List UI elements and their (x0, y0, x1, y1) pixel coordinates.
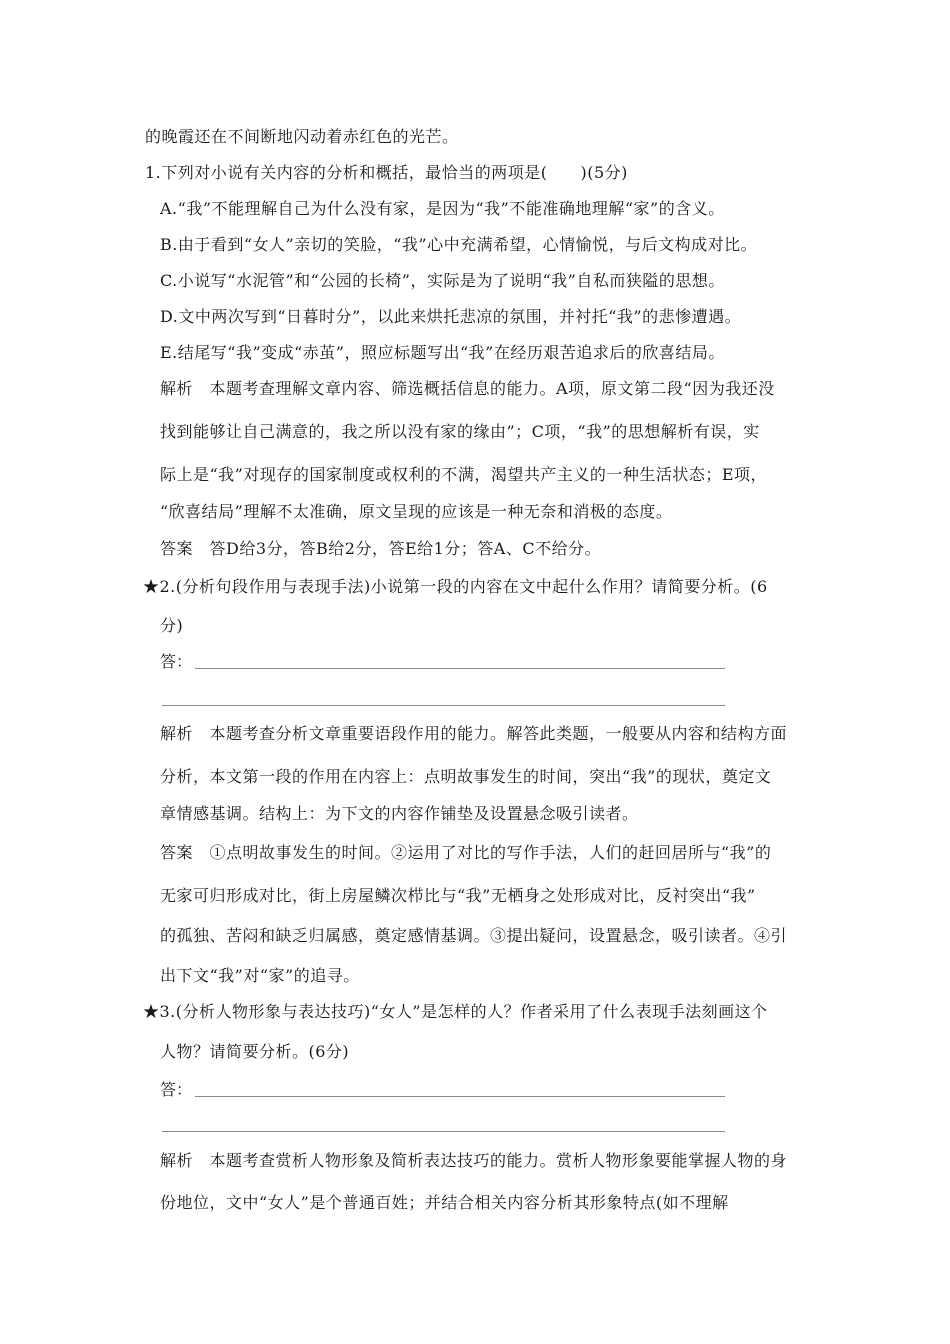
question-2-stem: ★2.(分析句段作用与表现手法)小说第一段的内容在文中起什么作用？请简要分析。(6 (143, 577, 768, 596)
analysis-3-line-1: 解析 本题考查赏析人物形象及简析表达技巧的能力。赏析人物形象要能掌握人物的身 (160, 1151, 788, 1170)
analysis-3-line-2: 份地位，文中“女人”是个普通百姓；并结合相关内容分析其形象特点(如不理解 (160, 1193, 729, 1212)
answer-blank-line[interactable] (162, 705, 725, 706)
option-d: D.文中两次写到“日暮时分”，以此来烘托悲凉的氛围，并衬托“我”的悲惨遭遇。 (160, 307, 742, 326)
analysis-1-line-3: 际上是“我”对现存的国家制度或权利的不满，渴望共产主义的一种生活状态；E项， (160, 465, 768, 484)
answer-label-3: 答： (160, 1080, 193, 1099)
question-3-stem: ★3.(分析人物形象与表达技巧)“女人”是怎样的人？作者采用了什么表现手法刻画这个 (143, 1002, 768, 1021)
answer-blank-line[interactable] (162, 1131, 725, 1132)
analysis-1-line-4: “欣喜结局”理解不太准确，原文呈现的应该是一种无奈和消极的态度。 (160, 502, 673, 521)
answer-2-line-3: 的孤独、苦闷和缺乏归属感，奠定感情基调。③提出疑问，设置悬念，吸引读者。④引 (160, 926, 788, 945)
option-a: A.“我”不能理解自己为什么没有家，是因为“我”不能准确地理解“家”的含义。 (160, 199, 725, 218)
analysis-1-line-1: 解析 本题考查理解文章内容、筛选概括信息的能力。A项，原文第二段“因为我还没 (160, 379, 775, 398)
answer-2-line-4: 出下文“我”对“家”的追寻。 (160, 966, 360, 985)
answer-2-line-1: 答案 ①点明故事发生的时间。②运用了对比的写作手法，人们的赶回居所与“我”的 (160, 843, 772, 862)
question-1-stem: 1.下列对小说有关内容的分析和概括，最恰当的两项是( )(5分) (145, 163, 628, 182)
answer-blank-line[interactable] (195, 1096, 725, 1097)
option-e: E.结尾写“我”变成“赤茧”，照应标题写出“我”在经历艰苦追求后的欣喜结局。 (160, 343, 725, 362)
analysis-2-line-2: 分析，本文第一段的作用在内容上：点明故事发生的时间，突出“我”的现状，奠定文 (160, 767, 772, 786)
answer-label-2: 答： (160, 652, 193, 671)
question-3-stem-cont: 人物？请简要分析。(6分) (160, 1042, 350, 1061)
answer-2-line-2: 无家可归形成对比，街上房屋鳞次栉比与“我”无栖身之处形成对比，反衬突出“我” (160, 886, 756, 905)
option-c: C.小说写“水泥管”和“公园的长椅”，实际是为了说明“我”自私而狭隘的思想。 (160, 271, 725, 290)
question-2-stem-cont: 分) (160, 616, 184, 635)
answer-1: 答案 答D给3分，答B给2分，答E给1分；答A、C不给分。 (160, 539, 602, 558)
analysis-1-line-2: 找到能够让自己满意的，我之所以没有家的缘由”；C项，“我”的思想解析有误，实 (160, 422, 760, 441)
option-b: B.由于看到“女人”亲切的笑脸，“我”心中充满希望，心情愉悦，与后文构成对比。 (160, 235, 758, 254)
analysis-2-line-3: 章情感基调。结构上：为下文的内容作铺垫及设置悬念吸引读者。 (160, 804, 639, 823)
answer-blank-line[interactable] (195, 668, 725, 669)
passage-tail: 的晚霞还在不间断地闪动着赤红色的光芒。 (145, 127, 459, 146)
analysis-2-line-1: 解析 本题考查分析文章重要语段作用的能力。解答此类题，一般要从内容和结构方面 (160, 724, 788, 743)
